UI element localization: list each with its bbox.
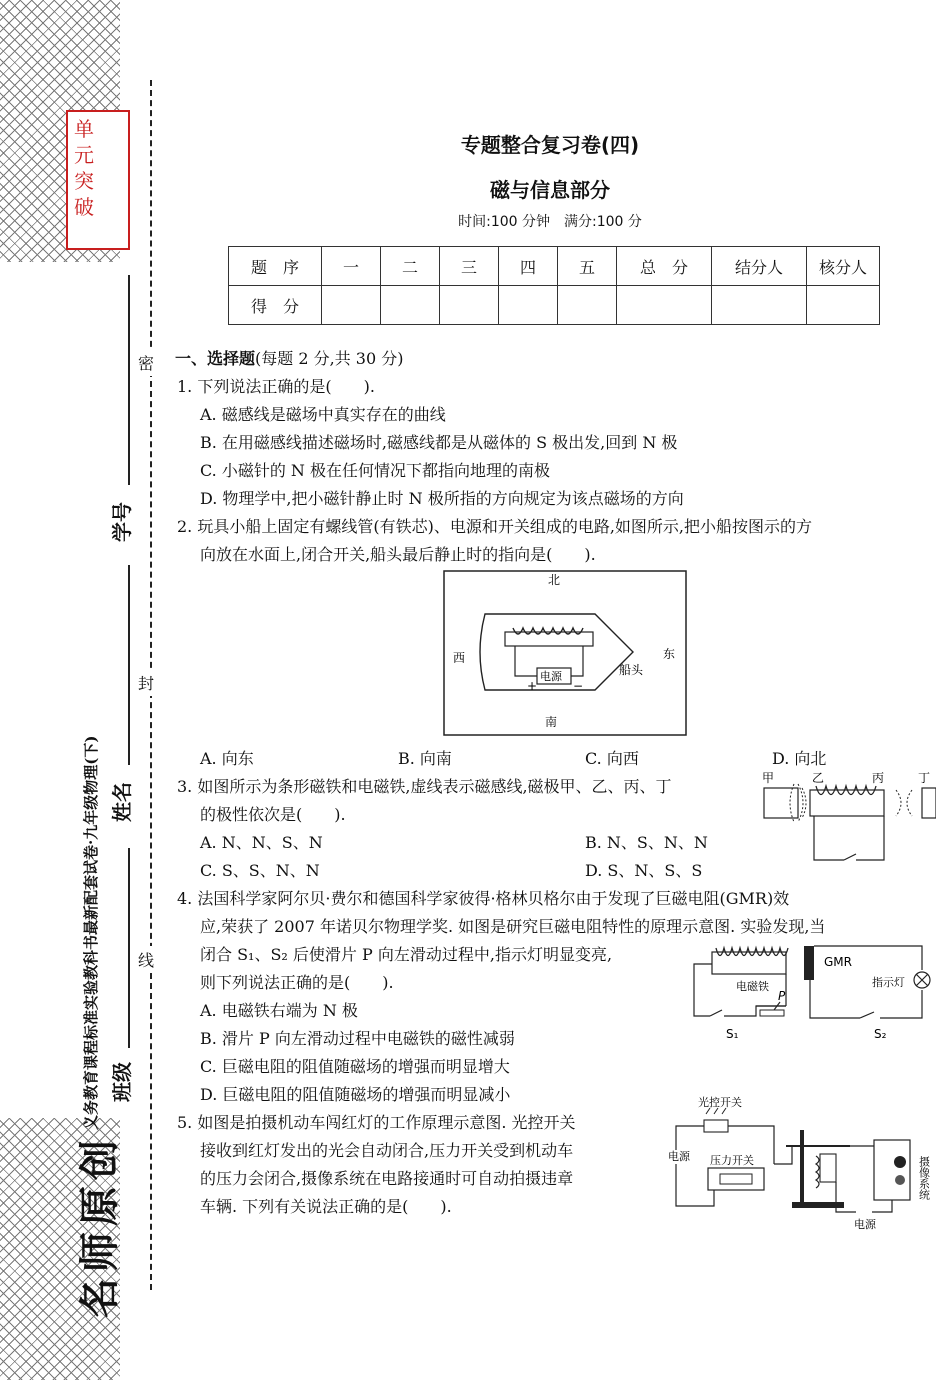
fig-label-pressure: 压力开关 (710, 1154, 754, 1167)
score-cell[interactable] (440, 286, 499, 325)
q4-option-d[interactable]: D. 巨磁电阻的阻值随磁场的增强而明显减小 (200, 1085, 511, 1104)
fig-label-bow: 船头 (619, 663, 644, 677)
q3-option-c[interactable]: C. S、S、N、N (200, 861, 320, 880)
fig-label-ding: 丁 (918, 771, 931, 785)
fig-label-minus: − (573, 679, 584, 693)
q2-boat-figure (443, 570, 687, 736)
score-table-header-row (229, 247, 880, 286)
score-th: 一 (322, 247, 381, 286)
fig-label-bing: 丙 (872, 771, 885, 785)
score-th: 结分人 (712, 247, 807, 286)
q4-gmr-figure (690, 940, 938, 1048)
score-cell[interactable] (617, 286, 712, 325)
student-id-line (128, 275, 130, 485)
score-cell[interactable] (322, 286, 381, 325)
section-title: 一、选择题 (175, 349, 256, 368)
seal-char-feng: 封 (138, 669, 154, 696)
fig-label-light-switch: 光控开关 (698, 1096, 742, 1109)
score-th: 二 (381, 247, 440, 286)
fig-label-lamp: 指示灯 (872, 976, 905, 989)
q2-stem-line2: 向放在水面上,闭合开关,船头最后静止时的指向是( ). (200, 545, 596, 564)
q3-stem-line2: 的极性依次是( ). (200, 805, 346, 824)
score-th: 四 (499, 247, 558, 286)
exam-title: 专题整合复习卷(四) (460, 133, 640, 157)
fig-label-west: 西 (453, 651, 466, 665)
fig-label-s1: S₁ (726, 1027, 739, 1041)
q3-option-b[interactable]: B. N、S、N、N (585, 833, 708, 852)
fig-label-camera: 摄像系统 (917, 1156, 931, 1200)
q2-option-c[interactable]: C. 向西 (585, 749, 639, 768)
score-th: 三 (440, 247, 499, 286)
q1-option-a[interactable]: A. 磁感线是磁场中真实存在的曲线 (200, 405, 446, 424)
seal-char-xian: 线 (138, 946, 154, 973)
score-table (228, 246, 880, 325)
unit-badge-text: 单元突破 (74, 117, 94, 219)
score-th: 核分人 (807, 247, 880, 286)
seal-char-mi: 密 (138, 349, 154, 376)
score-table-score-row (229, 286, 880, 325)
q5-stem-line1: 5. 如图是拍摄机动车闯红灯的工作原理示意图. 光控开关 (177, 1113, 576, 1132)
score-th: 总 分 (617, 247, 712, 286)
section-heading (175, 346, 403, 369)
fig-label-power1: 电源 (668, 1150, 690, 1163)
q5-camera-figure (668, 1094, 938, 1236)
q2-option-b[interactable]: B. 向南 (398, 749, 452, 768)
series-title: 义务教育课程标准实验教科书最新配套试卷·九年级物理(下) (82, 735, 100, 1130)
exam-meta: 时间:100 分钟 满分:100 分 (458, 214, 642, 230)
q1-option-d[interactable]: D. 物理学中,把小磁针静止时 N 极所指的方向规定为该点磁场的方向 (200, 489, 684, 508)
q1-option-b[interactable]: B. 在用磁感线描述磁场时,磁感线都是从磁体的 S 极出发,回到 N 极 (200, 433, 678, 452)
student-id-label: 学号 (110, 502, 134, 542)
q3-option-d[interactable]: D. S、N、S、S (585, 861, 703, 880)
fig-label-east: 东 (663, 647, 676, 661)
q4-stem-line1: 4. 法国科学家阿尔贝·费尔和德国科学家彼得·格林贝格尔由于发现了巨磁电阻(GMR)效 (177, 889, 790, 908)
q4-option-c[interactable]: C. 巨磁电阻的阻值随磁场的增强而明显增大 (200, 1057, 510, 1076)
q4-stem-line2: 应,荣获了 2007 年诺贝尔物理学奖. 如图是研究巨磁电阻特性的原理示意图. 实验发现,当 (200, 917, 826, 936)
q4-stem-line3: 闭合 S₁、S₂ 后使滑片 P 向左滑动过程中,指示灯明显变亮, (200, 945, 613, 964)
q3-stem-line1: 3. 如图所示为条形磁铁和电磁铁,虚线表示磁感线,磁极甲、乙、丙、丁 (177, 777, 672, 796)
q1-option-c[interactable]: C. 小磁针的 N 极在任何情况下都指向地理的南极 (200, 461, 551, 480)
q3-magnet-figure (756, 770, 936, 870)
score-cell[interactable] (381, 286, 440, 325)
q4-stem-line4: 则下列说法正确的是( ). (200, 973, 394, 992)
name-label: 姓名 (110, 782, 134, 822)
q2-stem-line1: 2. 玩具小船上固定有螺线管(有铁芯)、电源和开关组成的电路,如图所示,把小船按图示的方 (177, 517, 813, 536)
name-line (128, 565, 130, 765)
fig-label-yi: 乙 (812, 771, 825, 785)
fig-label-plus: + (527, 679, 538, 693)
fig-label-south: 南 (545, 715, 558, 729)
score-th: 题 序 (229, 247, 322, 286)
fig-label-north: 北 (548, 573, 561, 587)
q5-stem-line3: 的压力会闭合,摄像系统在电路接通时可自动拍摄违章 (200, 1169, 574, 1188)
score-th: 五 (558, 247, 617, 286)
q4-option-a[interactable]: A. 电磁铁右端为 N 极 (200, 1001, 358, 1020)
exam-subtitle: 磁与信息部分 (490, 178, 610, 202)
q2-option-d[interactable]: D. 向北 (772, 749, 827, 768)
section-note: (每题 2 分,共 30 分) (255, 349, 404, 368)
fig-label-jia: 甲 (762, 771, 775, 785)
fig-label-em: 电磁铁 (736, 980, 769, 993)
fig-label-s2: S₂ (874, 1027, 887, 1041)
class-label: 班级 (110, 1062, 134, 1102)
fig-label-power2: 电源 (854, 1218, 876, 1231)
score-cell[interactable] (558, 286, 617, 325)
q1-stem: 1. 下列说法正确的是( ). (177, 377, 375, 396)
fig-label-power: 电源 (540, 670, 562, 683)
score-cell[interactable] (499, 286, 558, 325)
q3-option-a[interactable]: A. N、N、S、N (200, 833, 323, 852)
fig-label-gmr: GMR (824, 955, 852, 969)
q2-option-a[interactable]: A. 向东 (200, 749, 254, 768)
score-cell[interactable] (712, 286, 807, 325)
score-cell[interactable] (807, 286, 880, 325)
q5-stem-line2: 接收到红灯发出的光会自动闭合,压力开关受到机动车 (200, 1141, 574, 1160)
q4-option-b[interactable]: B. 滑片 P 向左滑动过程中电磁铁的磁性减弱 (200, 1029, 515, 1048)
q5-stem-line4: 车辆. 下列有关说法正确的是( ). (200, 1197, 452, 1216)
brand-title: 名师原创 (76, 1134, 123, 1318)
fig-label-p: P (778, 989, 786, 1003)
class-line (128, 848, 130, 1048)
score-row-label: 得 分 (229, 286, 322, 325)
